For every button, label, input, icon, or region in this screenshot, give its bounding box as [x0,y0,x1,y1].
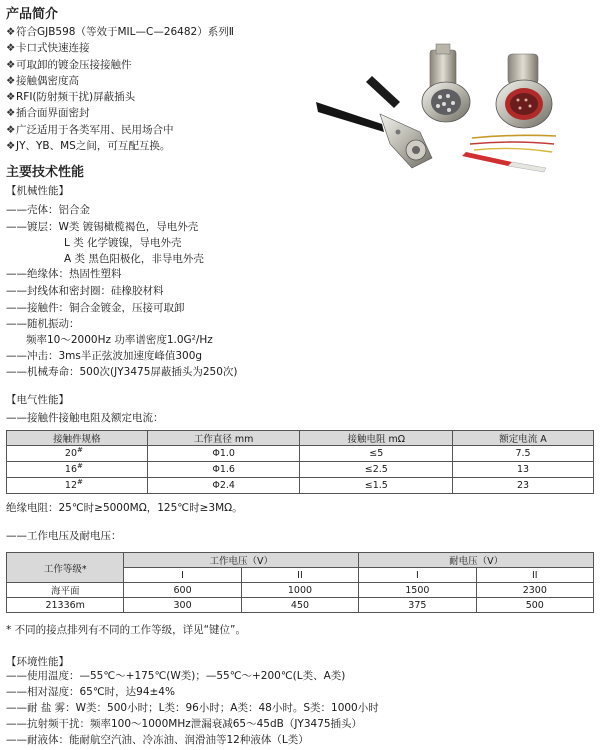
cell-diameter: Φ1.0 [147,446,300,462]
voltage-title: ——工作电压及耐电压： [6,530,122,542]
spec-vibration-detail: 频率10～2000Hz 功率谱密度1.0G²/Hz [26,334,213,346]
feature-item: ❖JY、YB、MS之间，可互配互换。 [6,138,316,154]
cell-working-ii: 1000 [241,583,358,598]
table-row [7,446,594,462]
spec-life: ——机械寿命：500次(JY3475屏蔽插头为250次) [6,366,238,378]
voltage-note: * 不同的接点排列有不同的工作等级，详见“键位”。 [6,624,246,636]
col-subheader-ii: II [476,568,593,583]
cell-withstand-i: 1500 [359,583,476,598]
env-rfi: ——抗射频干扰：频率100～1000MHz泄漏衰减65～45dB（JY3475插头） [6,718,363,730]
cell-working-ii: 450 [241,598,358,613]
feature-item: ❖可取卸的镀金压接接触件 [6,57,316,73]
spec-seal: ——封线体和密封圈：硅橡胶材料 [6,285,164,297]
connector-plug-icon [496,54,552,128]
spec-shock: ——冲击：3ms半正弦波加速度峰值300g [6,350,203,362]
feature-item: ❖广泛适用于各类军用、民用场合中 [6,122,316,138]
cell-working-i: 600 [124,583,241,598]
diamond-bullet-icon: ❖ [6,107,16,120]
env-temperature: ——使用温度：—55℃～+175℃(W类)；—55℃～+200℃(L类、A类) [6,670,346,682]
crimp-tool-icon [316,76,432,168]
diamond-bullet-icon: ❖ [6,42,16,55]
spec-insulator: ——绝缘体：热固性塑料 [6,268,122,280]
spec-shell: ——壳体：铝合金 [6,204,90,216]
cell-level: 海平面 [7,583,124,598]
col-header-working-voltage: 工作电压（V） [124,553,359,568]
table-header-row [7,553,594,568]
cell-working-i: 300 [124,598,241,613]
feature-item: ❖接触偶密度高 [6,73,316,89]
feature-item: ❖RFI(防射频干扰)屏蔽插头 [6,89,316,105]
col-header-resistance: 接触电阻 mΩ [300,431,453,446]
env-humidity: ——相对湿度：65℃时，达94±4% [6,686,175,698]
voltage-table [6,552,594,613]
table-row [7,598,594,613]
cell-level: 21336m [7,598,124,613]
mechanical-section-title: 【机械性能】 [6,185,69,197]
spec-vibration: ——随机振动： [6,318,80,330]
feature-list [6,24,316,154]
cell-diameter: Φ1.6 [147,462,300,478]
col-subheader-ii: II [241,568,358,583]
insulation-resistance: 绝缘电阻：25℃时≥5000MΩ，125℃时≥3MΩ。 [6,502,243,514]
product-photo [312,40,562,180]
col-header-level: 工作等级* [7,553,124,583]
electrical-section-title: 【电气性能】 [6,394,69,406]
spec-contact: ——接触件：铜合金镀金，压接可取卸 [6,302,185,314]
spec-plating-w: ——镀层：W类 镀锡橄榄褐色，导电外壳 [6,221,199,233]
cell-spec: 20# [7,446,148,462]
col-header-withstand-voltage: 耐电压（V） [359,553,594,568]
product-intro-title: 产品简介 [6,7,59,22]
col-header-diameter: 工作直径 mm [147,431,300,446]
cell-spec: 12# [7,478,148,494]
cell-current: 7.5 [453,446,594,462]
cell-withstand-ii: 2300 [476,583,593,598]
cell-resistance: ≤1.5 [300,478,453,494]
col-header-spec: 接触件规格 [7,431,148,446]
diamond-bullet-icon: ❖ [6,91,16,104]
cell-resistance: ≤5 [300,446,453,462]
env-salt-spray: ——耐 盐 雾：W类：500小时；L类：96小时；A类：48小时。S类：1000小时 [6,702,379,714]
diamond-bullet-icon: ❖ [6,74,16,87]
environment-section-title: 【环境性能】 [6,656,69,668]
diamond-bullet-icon: ❖ [6,140,16,153]
spec-plating-a: A 类 黑色阳极化，非导电外壳 [64,253,204,265]
table-header-row [7,431,594,446]
contact-resistance-table [6,430,594,494]
diamond-bullet-icon: ❖ [6,123,16,136]
cell-current: 23 [453,478,594,494]
cell-diameter: Φ2.4 [147,478,300,494]
feature-item: ❖插合面界面密封 [6,105,316,121]
diamond-bullet-icon: ❖ [6,58,16,71]
table-row [7,583,594,598]
contact-resistance-title: ——接触件接触电阻及额定电流： [6,412,164,424]
spec-plating-l: L 类 化学镀镍，导电外壳 [64,237,182,249]
diamond-bullet-icon: ❖ [6,26,16,38]
cell-spec: 16# [7,462,148,478]
feature-item: ❖卡口式快速连接 [6,40,316,56]
table-row [7,478,594,494]
cell-resistance: ≤2.5 [300,462,453,478]
col-header-current: 额定电流 A [453,431,594,446]
cell-withstand-i: 375 [359,598,476,613]
wire-contacts-icon [462,135,556,172]
cell-withstand-ii: 500 [476,598,593,613]
col-subheader-i: I [124,568,241,583]
feature-item: ❖符合GJB598（等效于MIL—C—26482）系列Ⅱ [6,24,316,40]
cell-current: 13 [453,462,594,478]
tech-spec-title: 主要技术性能 [6,165,85,180]
col-subheader-i: I [359,568,476,583]
connector-receptacle-icon [422,44,470,122]
env-fluid: ——耐液体：能耐航空汽油、冷冻油、润滑油等12种液体（L类） [6,734,309,746]
table-row [7,462,594,478]
